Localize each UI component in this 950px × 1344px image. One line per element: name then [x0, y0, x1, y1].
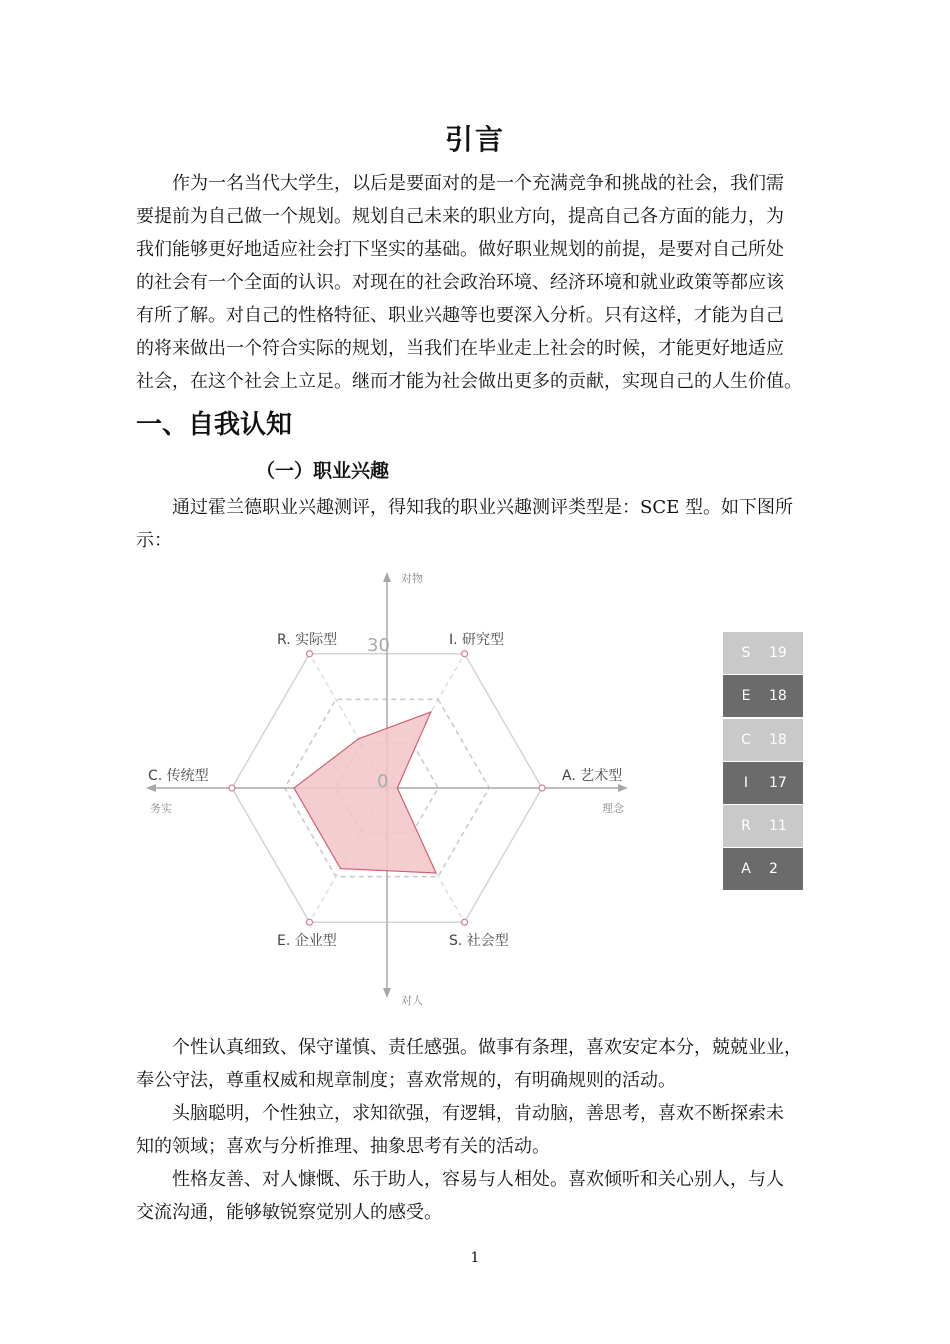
- score-value: 2: [769, 861, 778, 878]
- text-line: 的社会有一个全面的认识。对现在的社会政治环境、经济环境和就业政策等都应该: [136, 272, 784, 293]
- vertex-marker: [307, 919, 313, 925]
- text-line: 有所了解。对自己的性格特征、职业兴趣等也要深入分析。只有这样，才能为自己: [136, 305, 784, 326]
- score-row: [723, 805, 803, 847]
- text-line: 奉公守法，尊重权威和规章制度；喜欢常规的，有明确规则的活动。: [136, 1070, 676, 1091]
- direction-label-left: 务实: [150, 802, 172, 815]
- vertex-marker: [307, 651, 313, 657]
- page-title: 引言: [444, 123, 505, 156]
- vertex-marker: [229, 785, 235, 791]
- score-code: I: [743, 774, 749, 791]
- axis-category-label: C. 传统型: [148, 768, 209, 784]
- axis-category-label: S. 社会型: [449, 933, 509, 949]
- text-line: 的将来做出一个符合实际的规划，当我们在毕业走上社会的时候，才能更好地适应: [136, 338, 784, 359]
- score-row: [723, 848, 803, 890]
- vertex-marker: [462, 651, 468, 657]
- text-line: 知的领域；喜欢与分析推理、抽象思考有关的活动。: [136, 1136, 550, 1157]
- vertex-marker: [539, 785, 545, 791]
- text-line: 交流沟通，能够敏锐察觉别人的感受。: [136, 1202, 442, 1223]
- score-code: R: [741, 818, 751, 835]
- score-code: S: [741, 645, 751, 661]
- score-code: C: [741, 731, 751, 748]
- score-row: [723, 719, 803, 761]
- desc-paragraph-2: [136, 1097, 836, 1163]
- text-line: 头脑聪明，个性独立，求知欲强，有逻辑，肯动脑，善思考，喜欢不断探索未: [172, 1103, 784, 1124]
- desc-paragraph-1: [136, 1031, 836, 1097]
- score-row: [723, 762, 803, 804]
- text-line: 个性认真细致、保守谨慎、责任感强。做事有条理，喜欢安定本分，兢兢业业，: [172, 1037, 802, 1058]
- vertex-marker: [462, 919, 468, 925]
- desc-paragraph-3: [136, 1163, 836, 1229]
- arrow-right-icon: [618, 784, 628, 792]
- section-heading: 一、自我认知: [136, 410, 293, 440]
- text-line: 通过霍兰德职业兴趣测评，得知我的职业兴趣测评类型是：SCE 型。如下图所: [172, 497, 793, 518]
- text-line: 社会，在这个社会上立足。继而才能为社会做出更多的贡献，实现自己的人生价值。: [136, 371, 802, 392]
- axis-category-label: R. 实际型: [277, 632, 338, 648]
- page-number: 1: [470, 1250, 480, 1266]
- arrow-up-icon: [383, 572, 391, 582]
- text-line: 作为一名当代大学生，以后是要面对的是一个充满竞争和挑战的社会，我们需: [172, 173, 784, 194]
- intro-paragraph: [136, 167, 836, 398]
- text-line: 要提前为自己做一个规划。规划自己未来的职业方向，提高自己各方面的能力，为: [136, 206, 784, 227]
- score-row: [723, 675, 803, 717]
- text-line: 性格友善、对人慷慨、乐于助人，容易与人相处。喜欢倾听和关心别人，与人: [172, 1169, 784, 1190]
- direction-label-top: 对物: [401, 572, 423, 585]
- text-line: 我们能够更好地适应社会打下坚实的基础。做好职业规划的前提，是要对自己所处: [136, 239, 784, 260]
- axis-category-label: A. 艺术型: [562, 768, 623, 784]
- subsection-heading: （一）职业兴趣: [256, 460, 390, 482]
- text-line: 示：: [136, 530, 172, 551]
- arrow-left-icon: [146, 784, 156, 792]
- score-code: E: [741, 688, 751, 705]
- direction-label-right: 理念: [602, 802, 624, 815]
- score-row: [723, 632, 803, 674]
- holland-paragraph: [136, 491, 836, 557]
- score-value: 18: [769, 731, 787, 748]
- score-table: [723, 632, 803, 892]
- direction-label-bottom: 对人: [401, 994, 423, 1007]
- arrow-down-icon: [383, 988, 391, 998]
- axis-category-label: I. 研究型: [449, 632, 505, 648]
- score-code: A: [741, 861, 751, 878]
- score-value: 17: [769, 774, 787, 791]
- score-value: 11: [769, 818, 787, 835]
- scale-label-min: 0: [377, 771, 389, 792]
- score-value: 19: [769, 645, 787, 661]
- scale-label-max: 30: [367, 635, 390, 656]
- axis-category-label: E. 企业型: [277, 933, 337, 949]
- score-value: 18: [769, 688, 787, 705]
